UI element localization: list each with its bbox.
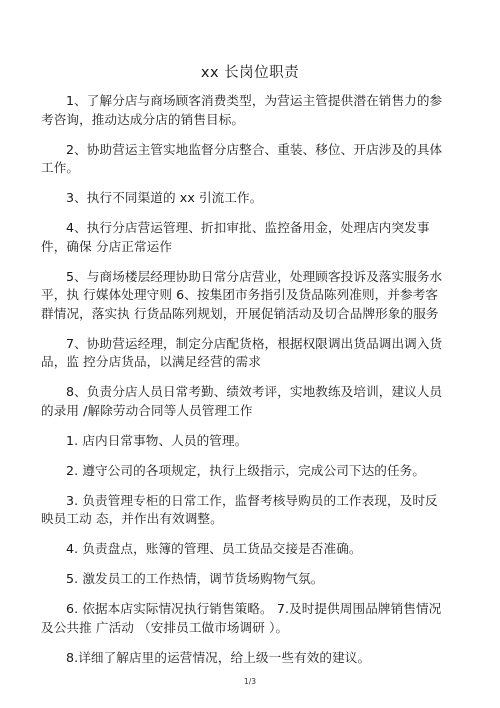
paragraph: 7、协助营运经理，制定分店配货格，根据权限调出货品调出调入货品，监 控分店货品，以满足经营的需求 bbox=[41, 335, 443, 369]
paragraph: 3、执行不同渠道的 xx 引流工作。 bbox=[66, 190, 263, 205]
paragraph: 2. 遵守公司的各项规定，执行上级指示，完成公司下达的任务。 bbox=[66, 462, 426, 478]
page-number: 1/3 bbox=[243, 677, 257, 686]
document-body bbox=[41, 92, 447, 679]
paragraph: 1、了解分店与商场顾客消费类型，为营运主管提供潜在销售力的参考咨询，推动达成分店的销售目标。 bbox=[41, 93, 443, 127]
paragraph: 4、执行分店营运管理、折扣审批、监控备用金，处理店内突发事件，确保 分店正常运作 bbox=[41, 220, 430, 254]
paragraph: 1. 店内日常事物、人员的管理。 bbox=[66, 432, 248, 448]
paragraph: 3. 负责管理专柜的日常工作，监督考核导购员的工作表现，及时反映员工动 态，并作出有效调整。 bbox=[41, 492, 438, 526]
paragraph: 5、与商场楼层经理协助日常分店营业，处理顾客投诉及落实服务水平，执 行媒体处理守则 6、按集团市务指引及货品陈列准则，并参考客群情况，落实执 行货品陈列规划，开展促销活动及切合品牌形象的服务 bbox=[41, 268, 443, 321]
document-title: xx 长岗位职责 bbox=[200, 65, 300, 81]
paragraph: 5. 激发员工的工作热情，调节货场购物气氛。 bbox=[66, 571, 324, 586]
paragraph: 8.详细了解店里的运营情况，给上级一些有效的建议。 bbox=[66, 649, 371, 665]
paragraph: 4. 负责盘点，账簿的管理、员工货品交接是否准确。 bbox=[66, 541, 362, 556]
paragraph: 2、协助营运主管实地监督分店整合、重装、移位、开店涉及的具体工作。 bbox=[41, 141, 443, 175]
paragraph: 8、负责分店人员日常考勤、绩效考评，实地教练及培训，建议人员的录用 /解除劳动合同等人员管理工作 bbox=[41, 384, 443, 418]
paragraph: 6. 依据本店实际情况执行销售策略。 7.及时提供周围品牌销售情况及公共推 广活动 （安排员工做市场调研 ）。 bbox=[41, 601, 442, 635]
